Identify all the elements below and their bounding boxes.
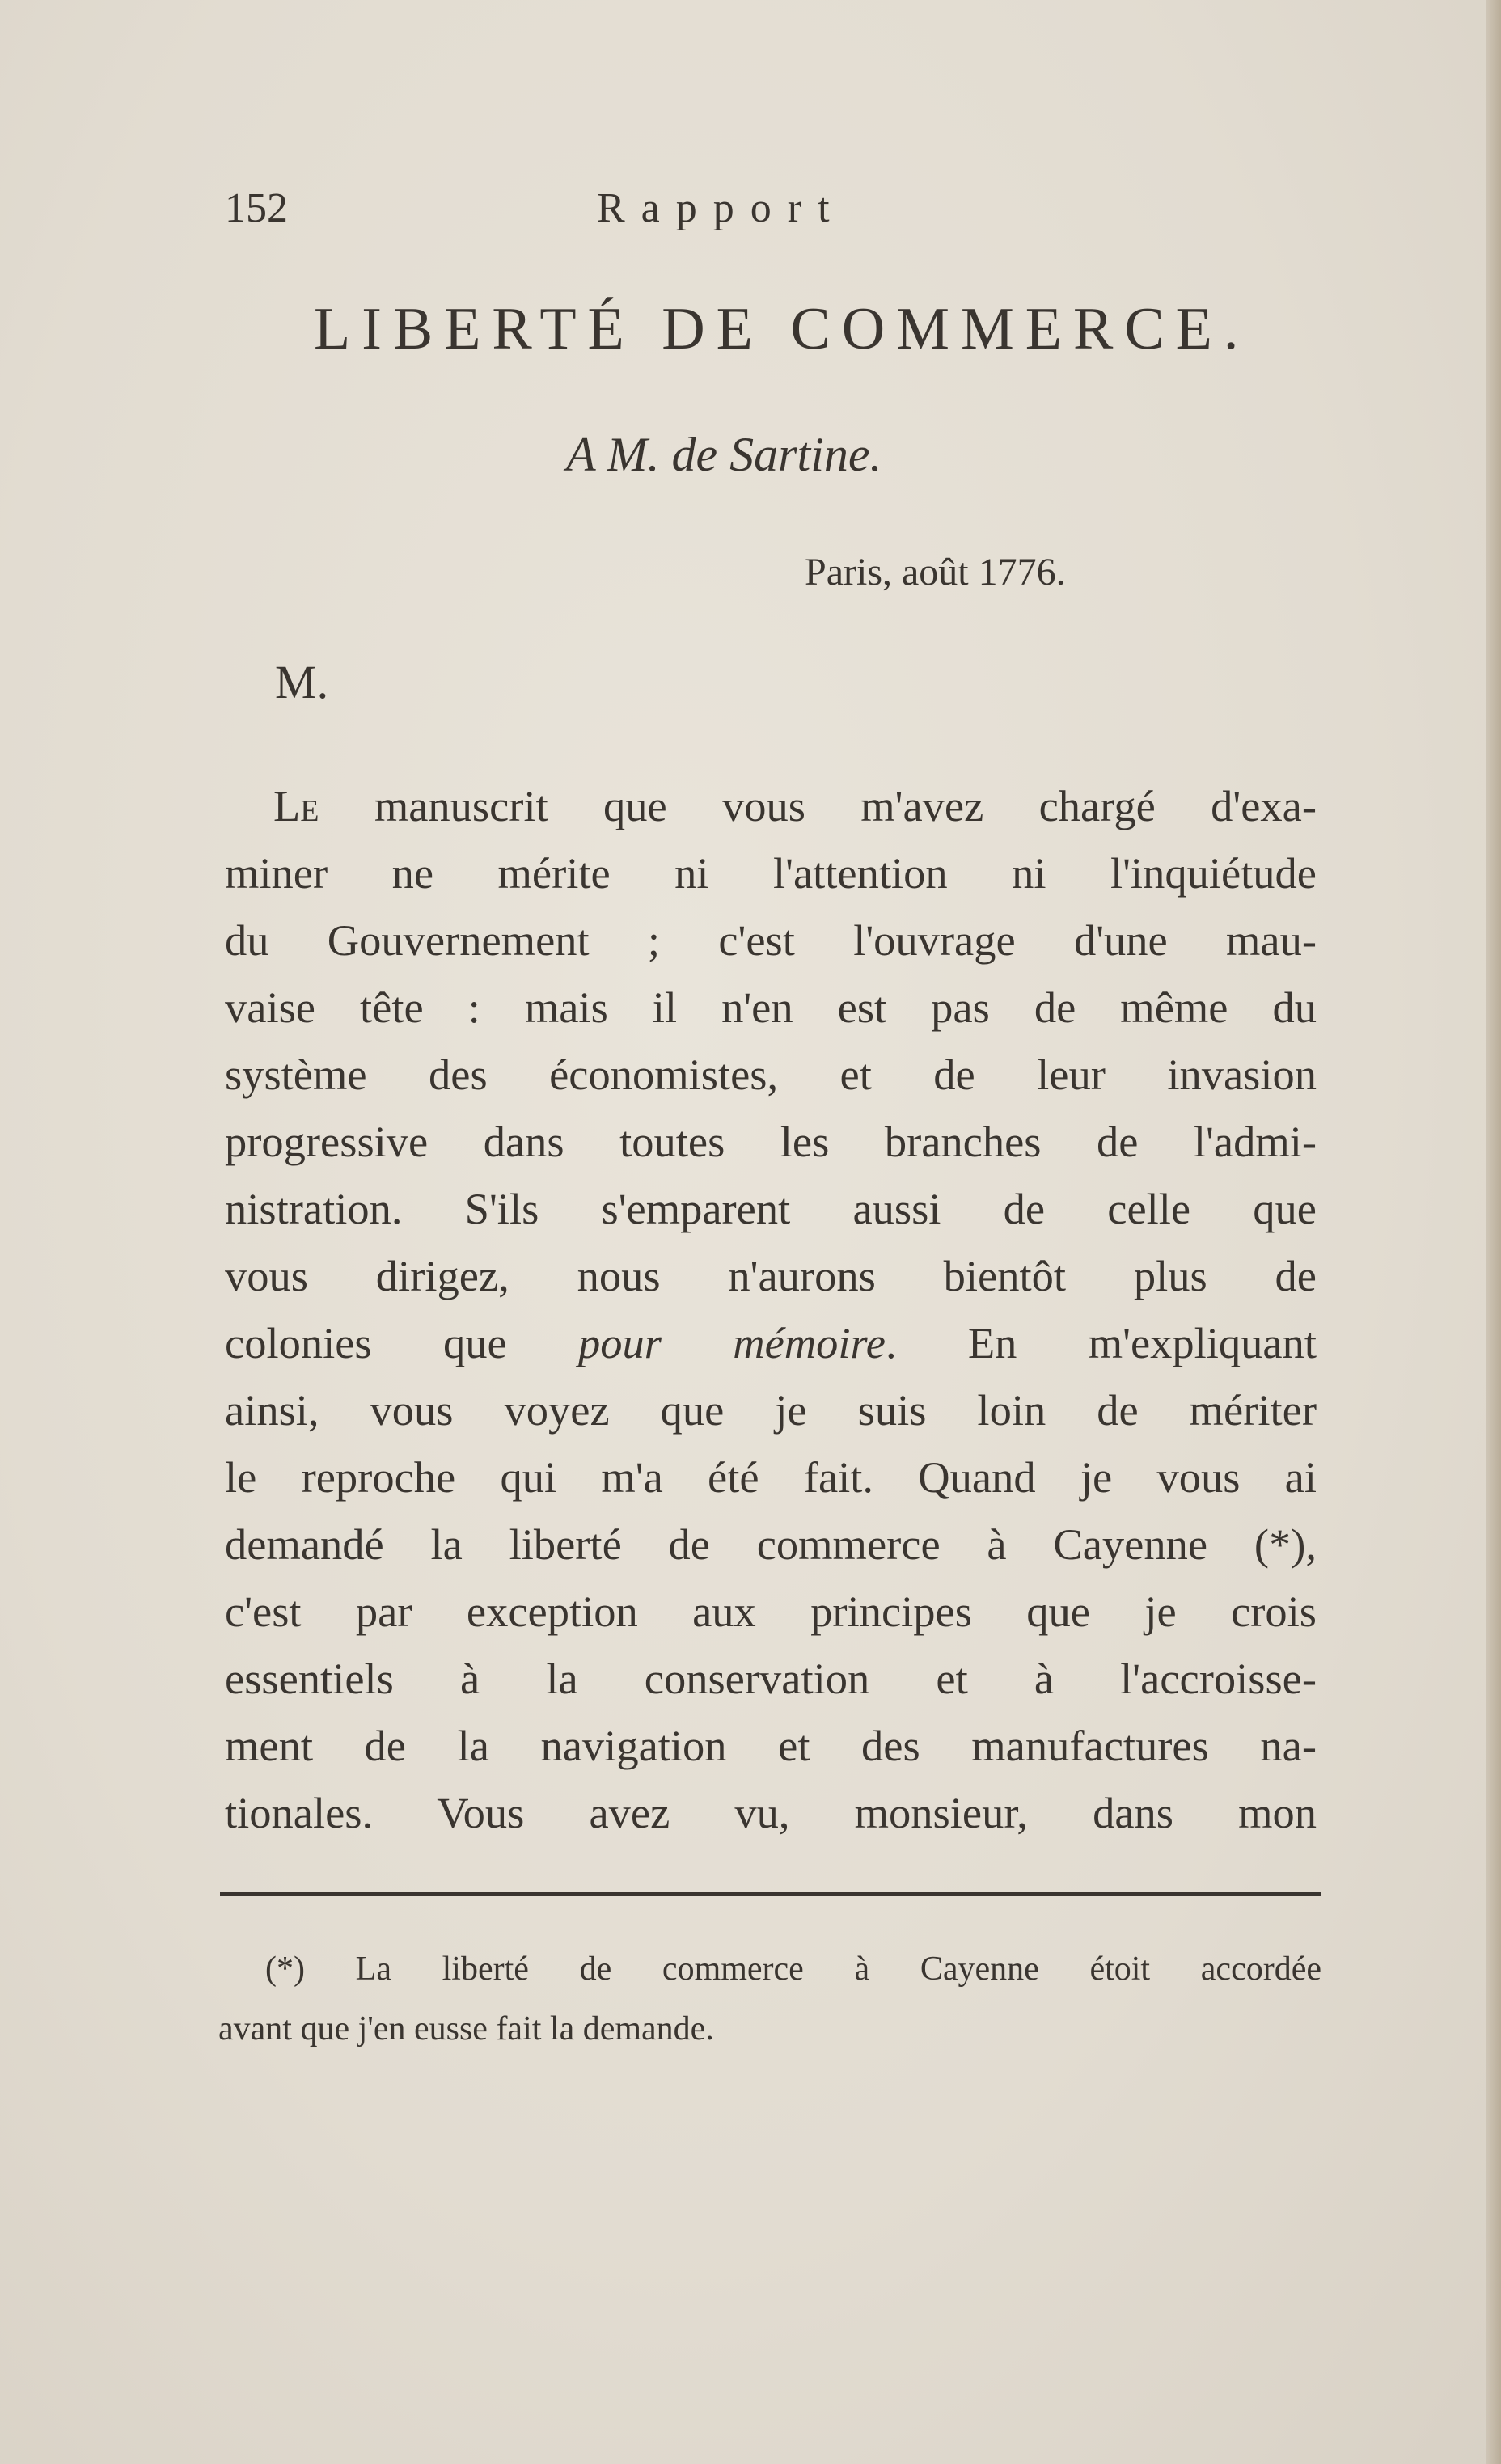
- body-line: [225, 1309, 1317, 1376]
- body-line: ment de la navigation et des manufactures na-: [225, 1721, 1317, 1770]
- body-line-text: manuscrit que vous m'avez chargé d'exa-: [319, 781, 1317, 830]
- body-line: progressive dans toutes les branches de l'admi-: [225, 1117, 1317, 1166]
- body-line-text: colonies que: [225, 1318, 578, 1367]
- page-edge: [1486, 0, 1501, 2464]
- body-line: essentiels à la conservation et à l'accroisse-: [225, 1654, 1317, 1703]
- italic-phrase: pour mémoire: [577, 1318, 886, 1367]
- page-number: 152: [225, 185, 288, 231]
- section-title: LIBERTÉ DE COMMERCE.: [314, 296, 1250, 362]
- letter-salutation: M.: [275, 656, 329, 708]
- body-line: ainsi, vous voyez que je suis loin de mériter: [225, 1385, 1317, 1435]
- body-line: système des économistes, et de leur invasion: [225, 1050, 1317, 1099]
- body-line: miner ne mérite ni l'attention ni l'inquiétude: [225, 848, 1317, 898]
- body-line: vous dirigez, nous n'aurons bientôt plus de: [225, 1251, 1317, 1300]
- footnote-line: (*) La liberté de commerce à Cayenne étoit accordée: [265, 1950, 1321, 1988]
- page-header: [225, 184, 1001, 241]
- body-line: demandé la liberté de commerce à Cayenne (*),: [225, 1519, 1317, 1569]
- body-line: le reproche qui m'a été fait. Quand je vous ai: [225, 1452, 1317, 1502]
- letter-dateline: Paris, août 1776.: [805, 551, 1066, 594]
- drop-initial: Le: [273, 781, 319, 830]
- letter-body: [225, 772, 1317, 1846]
- body-line: vaise tête : mais il n'en est pas de même du: [225, 983, 1317, 1032]
- footnote: [218, 1939, 1321, 2059]
- body-line: du Gouvernement ; c'est l'ouvrage d'une mau-: [225, 915, 1317, 965]
- letter-addressee: A M. de Sartine.: [566, 428, 882, 481]
- running-head: Rapport: [597, 185, 846, 231]
- footnote-rule: [220, 1892, 1321, 1896]
- body-line: tionales. Vous avez vu, monsieur, dans mon: [225, 1788, 1317, 1837]
- footnote-line: avant que j'en eusse fait la demande.: [218, 2010, 714, 2048]
- body-line: c'est par exception aux principes que je crois: [225, 1587, 1317, 1636]
- body-line-text: . En m'expliquant: [885, 1318, 1317, 1367]
- body-line: nistration. S'ils s'emparent aussi de celle que: [225, 1184, 1317, 1233]
- body-line: [225, 772, 1317, 839]
